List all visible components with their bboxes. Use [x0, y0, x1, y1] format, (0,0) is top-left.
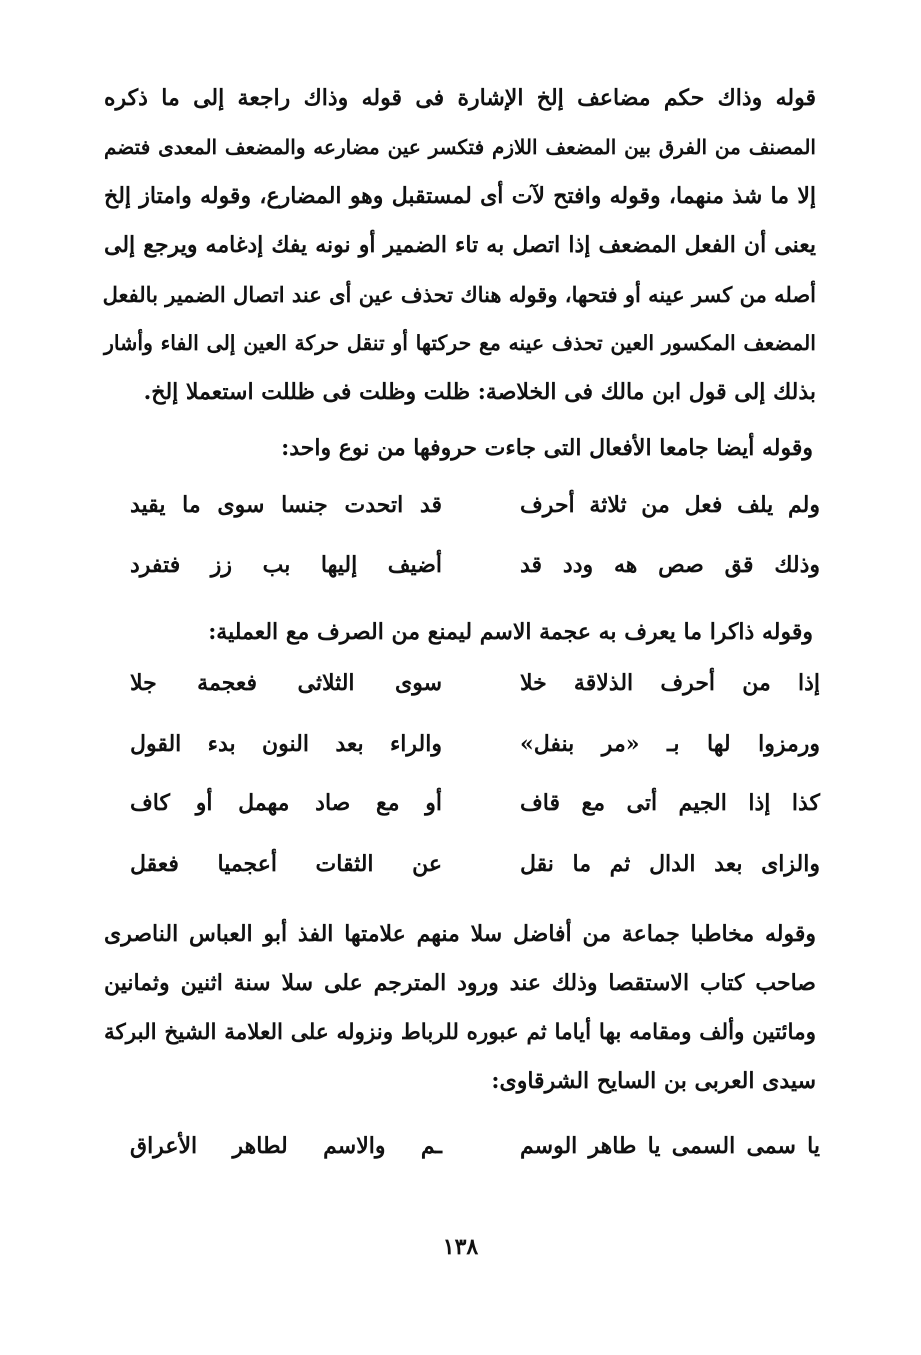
text-line: قوله وذاك حكم مضاعف إلخ الإشارة فى قوله وذاك راجعة إلى ما ذكره	[104, 85, 816, 111]
verse-line	[130, 731, 820, 771]
verse-second-hemistich: قد اتحدت جنسا سوى ما يقيد	[130, 492, 442, 518]
text-line: بذلك إلى قول ابن مالك فى الخلاصة: ظلت وظلت فى ظللت استعملا إلخ.	[143, 379, 816, 405]
verse-line	[130, 670, 820, 710]
verse-line	[130, 851, 820, 891]
verse-line	[130, 552, 820, 592]
text-line: يعنى أن الفعل المضعف إذا اتصل به تاء الضمير أو نونه يفك إدغامه ويرجع إلى	[104, 232, 816, 258]
verse-introduction-2: وقوله ذاكرا ما يعرف به عجمة الاسم ليمنع من الصرف مع العملية:	[208, 619, 813, 645]
text-line: أصله من كسر عينه أو فتحها، وقوله هناك تحذف عين أى عند اتصال الضمير بالفعل	[102, 282, 816, 307]
verse-line	[130, 790, 820, 830]
verse-second-hemistich: ـم والاسم لطاهر الأعراق	[130, 1133, 442, 1159]
verse-first-hemistich: والزاى بعد الدال ثم ما نقل	[520, 851, 820, 877]
commentary-paragraph-2	[104, 910, 816, 1106]
verse-line	[130, 1133, 820, 1173]
verse-second-hemistich: عن الثقات أعجميا فعقل	[130, 851, 442, 877]
text-line: صاحب كتاب الاستقصا وذلك عند ورود المترجم على سلا سنة اثنين وثمانين	[104, 970, 816, 996]
verse-second-hemistich: أو مع صاد مهمل أو كاف	[130, 790, 442, 816]
verse-first-hemistich: وذلك قق صص هه ودد قد	[520, 552, 820, 578]
verse-line	[130, 492, 820, 532]
text-line: إلا ما شذ منهما، وقوله وافتح لآت أى لمستقبل وهو المضارع، وقوله وامتاز إلخ	[104, 183, 816, 209]
verse-second-hemistich: والراء بعد النون بدء القول	[130, 731, 442, 757]
verse-first-hemistich: كذا إذا الجيم أتى مع قاف	[520, 790, 820, 816]
text-line: المضعف المكسور العين تحذف عينه مع حركتها أو تنقل حركة العين إلى الفاء وأشار	[104, 331, 816, 355]
verse-first-hemistich: يا سمى السمى يا طاهر الوسم	[520, 1133, 820, 1159]
verse-first-hemistich: إذا من أحرف الذلاقة خلا	[520, 670, 820, 696]
text-line: ومائتين وألف ومقامه بها أياما ثم عبوره للرباط ونزوله على العلامة الشيخ البركة	[104, 1020, 816, 1045]
verse-introduction-1: وقوله أيضا جامعا الأفعال التى جاءت حروفها من نوع واحد:	[281, 435, 813, 461]
verse-first-hemistich: ولم يلف فعل من ثلاثة أحرف	[520, 492, 820, 518]
verse-first-hemistich: ورمزوا لها بـ «مر بنفل»	[520, 731, 820, 757]
verse-second-hemistich: سوى الثلاثى فعجمة جلا	[130, 670, 442, 696]
text-line: المصنف من الفرق بين المضعف اللازم فتكسر عين مضارعه والمضعف المعدى فتضم	[104, 135, 816, 159]
text-line: وقوله مخاطبا جماعة من أفاضل سلا منهم علامتها الفذ أبو العباس الناصرى	[104, 921, 816, 947]
page-number: ١٣٨	[442, 1234, 479, 1260]
commentary-paragraph-1	[104, 74, 816, 417]
verse-second-hemistich: أضيف إليها بب زز فتفرد	[130, 552, 442, 578]
text-line: سيدى العربى بن السايح الشرقاوى:	[491, 1068, 816, 1094]
